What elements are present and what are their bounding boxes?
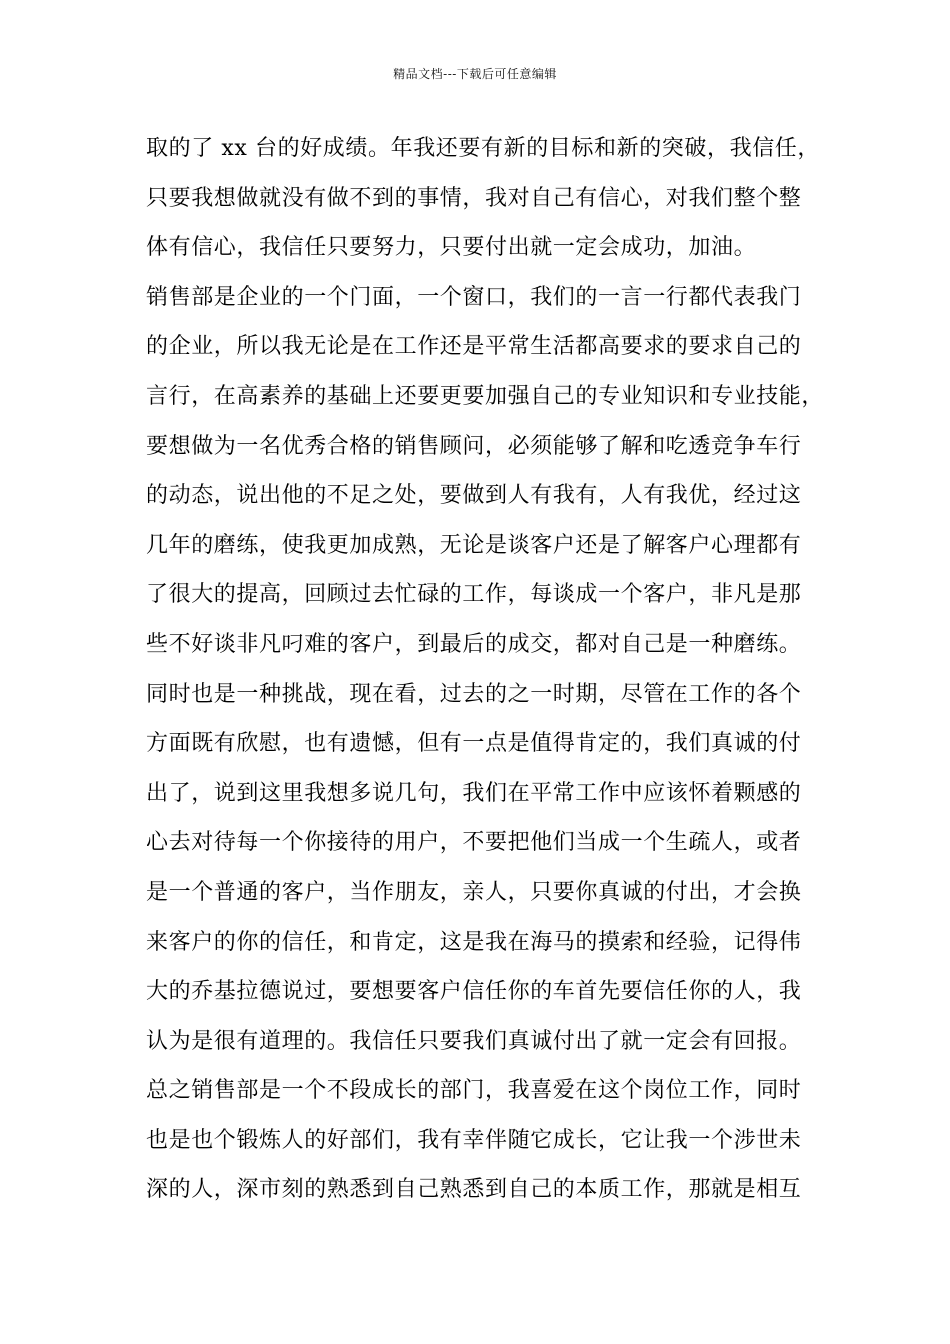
text-line: 要想做为一名优秀合格的销售顾问，必须能够了解和吃透竞争车行	[146, 433, 802, 459]
text-line: 几年的磨练，使我更加成熟，无论是谈客户还是了解客户心理都有	[146, 532, 802, 558]
text-line: 是一个普通的客户，当作朋友，亲人，只要你真诚的付出，才会换	[146, 879, 802, 905]
text-line: 大的乔基拉德说过，要想要客户信任你的车首先要信任你的人，我	[146, 979, 802, 1005]
text-line: 些不好谈非凡叼难的客户，到最后的成交，都对自己是一种磨练。	[146, 631, 802, 657]
text-line: 了很大的提高，回顾过去忙碌的工作，每谈成一个客户，非凡是那	[146, 582, 802, 608]
text-line: 的企业，所以我无论是在工作还是平常生活都高要求的要求自己的	[146, 334, 802, 360]
document-body	[146, 129, 826, 1220]
text-line: 深的人，深市刻的熟悉到自己熟悉到自己的本质工作，那就是相互	[146, 1177, 802, 1203]
text-line: 来客户的你的信任，和肯定，这是我在海马的摸索和经验，记得伟	[146, 929, 802, 955]
text-line: 销售部是企业的一个门面，一个窗口，我们的一言一行都代表我门	[146, 284, 802, 310]
text-line: 心去对待每一个你接待的用户，不要把他们当成一个生疏人，或者	[146, 830, 802, 856]
text-line: 只要我想做就没有做不到的事情，我对自己有信心，对我们整个整	[146, 185, 802, 211]
text-line: 认为是很有道理的。我信任只要我们真诚付出了就一定会有回报。	[146, 1028, 802, 1054]
text-line: 言行，在高素养的基础上还要更要加强自己的专业知识和专业技能，	[146, 383, 825, 409]
text-line: 取的了 xx 台的好成绩。年我还要有新的目标和新的突破，我信任，	[146, 136, 821, 161]
text-line: 总之销售部是一个不段成长的部门，我喜爱在这个岗位工作，同时	[146, 1078, 802, 1104]
text-line: 出了，说到这里我想多说几句，我们在平常工作中应该怀着颗感的	[146, 780, 802, 806]
text-line: 同时也是一种挑战，现在看，过去的之一时期，尽管在工作的各个	[146, 681, 802, 707]
text-line: 方面既有欣慰，也有遗憾，但有一点是值得肯定的，我们真诚的付	[146, 731, 802, 757]
text-line: 的动态，说出他的不足之处，要做到人有我有，人有我优，经过这	[146, 483, 802, 509]
page-header: 精品文档---下载后可任意编辑	[393, 67, 557, 81]
text-line: 也是也个锻炼人的好部们，我有幸伴随它成长，它让我一个涉世未	[146, 1127, 802, 1153]
text-line: 体有信心，我信任只要努力，只要付出就一定会成功，加油。	[146, 235, 757, 261]
